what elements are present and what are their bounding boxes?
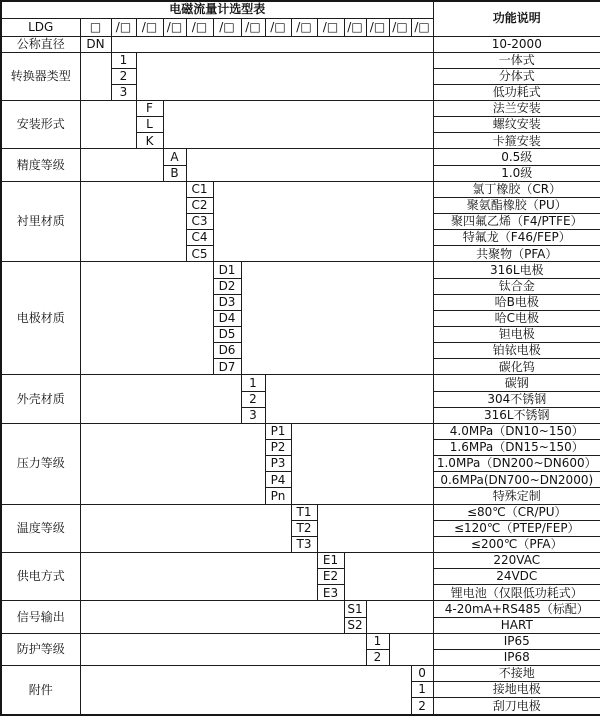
code-cell: D2: [213, 278, 241, 294]
table-row: [1, 52, 600, 68]
function-cell: 4.0MPa（DN10~150）: [433, 423, 600, 439]
spacer-cell: [80, 423, 265, 504]
code-slot-cell: /□: [389, 18, 411, 36]
spacer-cell: [136, 52, 433, 100]
table-row: [1, 101, 600, 117]
code-slot-cell: /□: [213, 18, 241, 36]
function-cell: 不接地: [433, 665, 600, 681]
function-cell: 法兰安装: [433, 101, 600, 117]
spacer-cell: [163, 101, 433, 149]
spacer-cell: [389, 633, 433, 665]
function-cell: 特氟龙（F46/FEP）: [433, 230, 600, 246]
code-cell: 1: [241, 375, 265, 391]
category-label: 防护等级: [1, 633, 80, 665]
spacer-cell: [80, 181, 186, 262]
function-cell: 哈C电极: [433, 310, 600, 326]
category-label: 安装形式: [1, 101, 80, 149]
function-cell: 304不锈钢: [433, 391, 600, 407]
spacer-cell: [366, 601, 433, 633]
code-slot-cell: /□: [411, 18, 433, 36]
table-row: [1, 665, 600, 681]
code-cell: 3: [241, 407, 265, 423]
spacer-cell: [80, 665, 411, 715]
function-cell: 1.6MPa（DN15~150）: [433, 440, 600, 456]
function-cell: 氯丁橡胶（CR）: [433, 181, 600, 197]
function-cell: 0.5级: [433, 149, 600, 165]
table-row: [1, 262, 600, 278]
category-label: 精度等级: [1, 149, 80, 181]
table-row: [1, 375, 600, 391]
function-cell: 铂铱电极: [433, 343, 600, 359]
function-cell: 钽电极: [433, 327, 600, 343]
spacer-cell: [80, 52, 111, 100]
code-cell: S1: [344, 601, 366, 617]
code-cell: P4: [265, 472, 291, 488]
table-row: [1, 633, 600, 649]
table-row: [1, 553, 600, 569]
category-label: 衬里材质: [1, 181, 80, 262]
function-cell: 聚四氟乙烯（F4/PTFE）: [433, 214, 600, 230]
table-row: [1, 423, 600, 439]
spacer-cell: [265, 375, 433, 423]
function-cell: 1.0MPa（DN200~DN600）: [433, 456, 600, 472]
function-cell: HART: [433, 617, 600, 633]
function-column-header: 功能说明: [433, 1, 600, 36]
code-cell: D7: [213, 359, 241, 375]
table-row: [1, 149, 600, 165]
spacer-cell: [344, 553, 433, 601]
code-cell: C4: [186, 230, 213, 246]
function-cell: 0.6MPa(DN700~DN2000): [433, 472, 600, 488]
code-cell: E3: [317, 585, 344, 601]
code-cell: 0: [411, 665, 433, 681]
code-slot-cell: /□: [265, 18, 291, 36]
function-cell: 碳化钨: [433, 359, 600, 375]
code-cell: L: [136, 117, 163, 133]
spacer-cell: [80, 149, 163, 181]
category-label: 转换器类型: [1, 52, 80, 100]
function-cell: 316L电极: [433, 262, 600, 278]
code-cell: A: [163, 149, 186, 165]
spacer-cell: [111, 36, 433, 52]
code-cell: 2: [111, 68, 136, 84]
code-cell: C3: [186, 214, 213, 230]
table-row: [1, 36, 600, 52]
code-cell: D5: [213, 327, 241, 343]
category-label: 外壳材质: [1, 375, 80, 423]
page-title: 电磁流量计选型表: [1, 1, 433, 18]
code-cell: E2: [317, 569, 344, 585]
code-slot-cell: /□: [186, 18, 213, 36]
spacer-cell: [291, 423, 433, 504]
code-cell: 3: [111, 84, 136, 100]
spacer-cell: [241, 262, 433, 375]
function-cell: 钛合金: [433, 278, 600, 294]
code-cell: 1: [366, 633, 389, 649]
code-cell: 2: [411, 698, 433, 715]
function-cell: 316L不锈钢: [433, 407, 600, 423]
function-cell: 一体式: [433, 52, 600, 68]
spacer-cell: [80, 101, 136, 149]
function-cell: ≤80℃（CR/PU）: [433, 504, 600, 520]
code-cell: DN: [80, 36, 111, 52]
code-cell: 2: [241, 391, 265, 407]
category-label: 公称直径: [1, 36, 80, 52]
category-label: 压力等级: [1, 423, 80, 504]
code-cell: S2: [344, 617, 366, 633]
code-cell: D3: [213, 294, 241, 310]
code-slot-cell: /□: [163, 18, 186, 36]
category-label: 供电方式: [1, 553, 80, 601]
code-cell: P3: [265, 456, 291, 472]
function-cell: 接地电极: [433, 682, 600, 698]
code-slot-cell: /□: [366, 18, 389, 36]
code-cell: P2: [265, 440, 291, 456]
code-cell: T1: [291, 504, 317, 520]
code-slot-cell: /□: [241, 18, 265, 36]
code-slot-cell: /□: [344, 18, 366, 36]
function-cell: IP65: [433, 633, 600, 649]
category-label: 温度等级: [1, 504, 80, 552]
code-cell: D6: [213, 343, 241, 359]
table-row: [1, 1, 600, 18]
table-row: [1, 601, 600, 617]
code-cell: 1: [111, 52, 136, 68]
spacer-cell: [80, 633, 366, 665]
code-cell: D1: [213, 262, 241, 278]
spacer-cell: [80, 375, 241, 423]
code-slot-cell: /□: [111, 18, 136, 36]
function-cell: 4-20mA+RS485（标配）: [433, 601, 600, 617]
code-cell: P1: [265, 423, 291, 439]
spacer-cell: [80, 504, 291, 552]
function-cell: 10-2000: [433, 36, 600, 52]
code-slot-cell: /□: [291, 18, 317, 36]
spacer-cell: [80, 262, 213, 375]
category-label: 电极材质: [1, 262, 80, 375]
function-cell: 共聚物（PFA）: [433, 246, 600, 262]
code-slot-cell: /□: [317, 18, 344, 36]
function-cell: 特殊定制: [433, 488, 600, 504]
code-cell: E1: [317, 553, 344, 569]
function-cell: IP68: [433, 649, 600, 665]
table-row: [1, 504, 600, 520]
code-cell: T3: [291, 536, 317, 552]
category-label: 附件: [1, 665, 80, 715]
code-cell: B: [163, 165, 186, 181]
function-cell: 锂电池（仅限低功耗式）: [433, 585, 600, 601]
code-slot-cell: /□: [136, 18, 163, 36]
spacer-cell: [213, 181, 433, 262]
code-cell: C2: [186, 197, 213, 213]
spacer-cell: [186, 149, 433, 181]
function-cell: 1.0级: [433, 165, 600, 181]
table-row: [1, 181, 600, 197]
model-prefix-cell: LDG: [1, 18, 80, 36]
function-cell: 220VAC: [433, 553, 600, 569]
function-cell: ≤120℃（PTEP/FEP）: [433, 520, 600, 536]
spacer-cell: [317, 504, 433, 552]
function-cell: 分体式: [433, 68, 600, 84]
code-cell: D4: [213, 310, 241, 326]
code-cell: 1: [411, 682, 433, 698]
code-cell: 2: [366, 649, 389, 665]
function-cell: 哈B电极: [433, 294, 600, 310]
function-cell: 螺纹安装: [433, 117, 600, 133]
function-cell: 聚氨酯橡胶（PU）: [433, 197, 600, 213]
code-cell: C1: [186, 181, 213, 197]
code-cell: F: [136, 101, 163, 117]
code-cell: C5: [186, 246, 213, 262]
function-cell: 24VDC: [433, 569, 600, 585]
function-cell: 刮刀电极: [433, 698, 600, 715]
spacer-cell: [80, 553, 317, 601]
function-cell: 低功耗式: [433, 84, 600, 100]
spacer-cell: [80, 601, 344, 633]
category-label: 信号输出: [1, 601, 80, 633]
function-cell: ≤200℃（PFA）: [433, 536, 600, 552]
code-box-cell: □: [80, 18, 111, 36]
code-cell: Pn: [265, 488, 291, 504]
code-cell: K: [136, 133, 163, 149]
function-cell: 碳钢: [433, 375, 600, 391]
function-cell: 卡箍安装: [433, 133, 600, 149]
code-cell: T2: [291, 520, 317, 536]
